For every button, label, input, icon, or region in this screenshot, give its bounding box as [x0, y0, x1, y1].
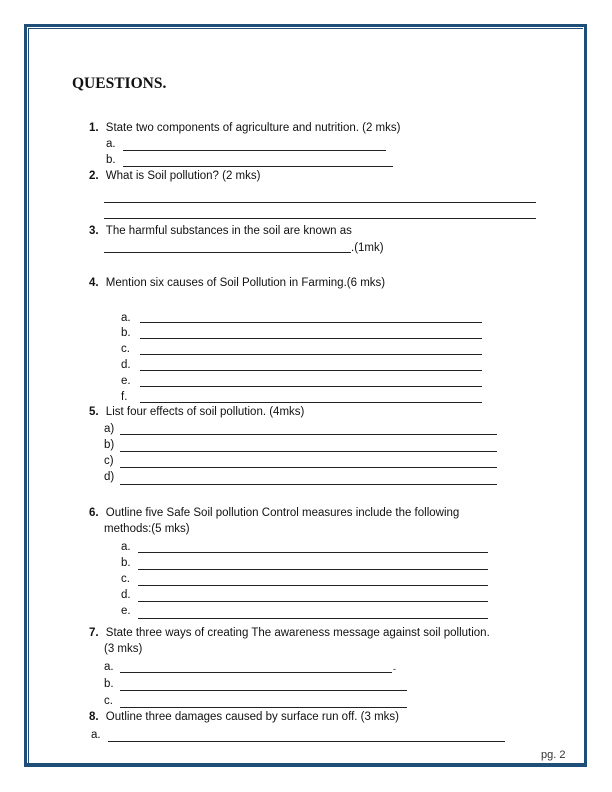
- question-text: List four effects of soil pollution. (4mks): [105, 406, 305, 418]
- answer-label: a.: [106, 138, 116, 150]
- answer-line-4c[interactable]: [140, 354, 482, 355]
- question-text: State two components of agriculture and nutrition. (2 mks): [105, 122, 401, 134]
- answer-label: c): [104, 455, 114, 467]
- answer-label: b.: [121, 557, 131, 569]
- answer-line-5c[interactable]: [120, 467, 497, 468]
- marks-label: .(1mk): [351, 242, 384, 254]
- answer-label: f.: [121, 391, 128, 403]
- answer-line-6b[interactable]: [138, 569, 488, 570]
- answer-line-4b[interactable]: [140, 338, 482, 339]
- answer-line-7c[interactable]: [120, 707, 407, 708]
- answer-line-2-1[interactable]: [104, 202, 536, 203]
- answer-label: c.: [104, 695, 113, 707]
- answer-label: c.: [121, 573, 130, 585]
- answer-label: b.: [106, 154, 116, 166]
- answer-line-6e[interactable]: [138, 618, 488, 619]
- answer-line-5d[interactable]: [120, 484, 497, 485]
- answer-label: e.: [121, 605, 131, 617]
- answer-label: e.: [121, 375, 131, 387]
- page-number: pg. 2: [541, 749, 566, 761]
- question-4: [89, 276, 385, 290]
- answer-label: d): [104, 471, 115, 483]
- answer-line-5b[interactable]: [120, 451, 497, 452]
- question-2: [89, 169, 260, 183]
- question-text: The harmful substances in the soil are known as: [105, 225, 352, 237]
- answer-label: b.: [121, 327, 131, 339]
- answer-line-2-2[interactable]: [104, 218, 536, 219]
- question-number: 8.: [89, 711, 99, 723]
- answer-line-5a[interactable]: [120, 434, 497, 435]
- question-1: [89, 121, 400, 135]
- answer-line-8a[interactable]: [108, 741, 505, 742]
- answer-line-6c[interactable]: [138, 585, 488, 586]
- answer-line-4e[interactable]: [140, 386, 482, 387]
- answer-label: d.: [121, 359, 131, 371]
- answer-line-1a[interactable]: [123, 150, 386, 151]
- answer-line-4f[interactable]: [140, 402, 482, 403]
- question-7: [89, 626, 490, 640]
- question-number: 5.: [89, 406, 99, 418]
- answer-label: a): [104, 423, 115, 435]
- question-5: [89, 405, 304, 419]
- answer-line-3[interactable]: [104, 252, 351, 253]
- question-3: [89, 224, 352, 238]
- answer-line-4a[interactable]: [140, 322, 482, 323]
- question-text: Mention six causes of Soil Pollution in Farming.(6 mks): [105, 277, 386, 289]
- trailing-mark: -: [393, 664, 396, 674]
- answer-label: b): [104, 439, 115, 451]
- answer-label: d.: [121, 589, 131, 601]
- answer-line-6d[interactable]: [138, 601, 488, 602]
- question-number: 6.: [89, 507, 99, 519]
- question-number: 1.: [89, 122, 99, 134]
- question-text: Outline five Safe Soil pollution Control measures include the following: [105, 507, 460, 519]
- page-title: QUESTIONS.: [72, 75, 167, 92]
- answer-line-6a[interactable]: [138, 552, 488, 553]
- question-number: 3.: [89, 225, 99, 237]
- question-6: [89, 506, 459, 520]
- answer-line-7b[interactable]: [120, 690, 407, 691]
- question-text-continued: methods:(5 mks): [104, 523, 190, 535]
- answer-label: a.: [121, 541, 131, 553]
- answer-line-7a[interactable]: [120, 672, 392, 673]
- question-text: State three ways of creating The awareness message against soil pollution.: [105, 627, 490, 639]
- question-text: What is Soil pollution? (2 mks): [105, 170, 261, 182]
- answer-label: a.: [104, 661, 114, 673]
- answer-label: a.: [91, 729, 101, 741]
- answer-label: b.: [104, 678, 114, 690]
- question-number: 2.: [89, 170, 99, 182]
- answer-label: a.: [121, 312, 131, 324]
- answer-line-1b[interactable]: [123, 166, 393, 167]
- question-number: 4.: [89, 277, 99, 289]
- question-8: [89, 710, 399, 724]
- answer-label: c.: [121, 343, 130, 355]
- question-text: Outline three damages caused by surface run off. (3 mks): [105, 711, 399, 723]
- question-number: 7.: [89, 627, 99, 639]
- question-text-continued: (3 mks): [104, 643, 143, 655]
- answer-line-4d[interactable]: [140, 370, 482, 371]
